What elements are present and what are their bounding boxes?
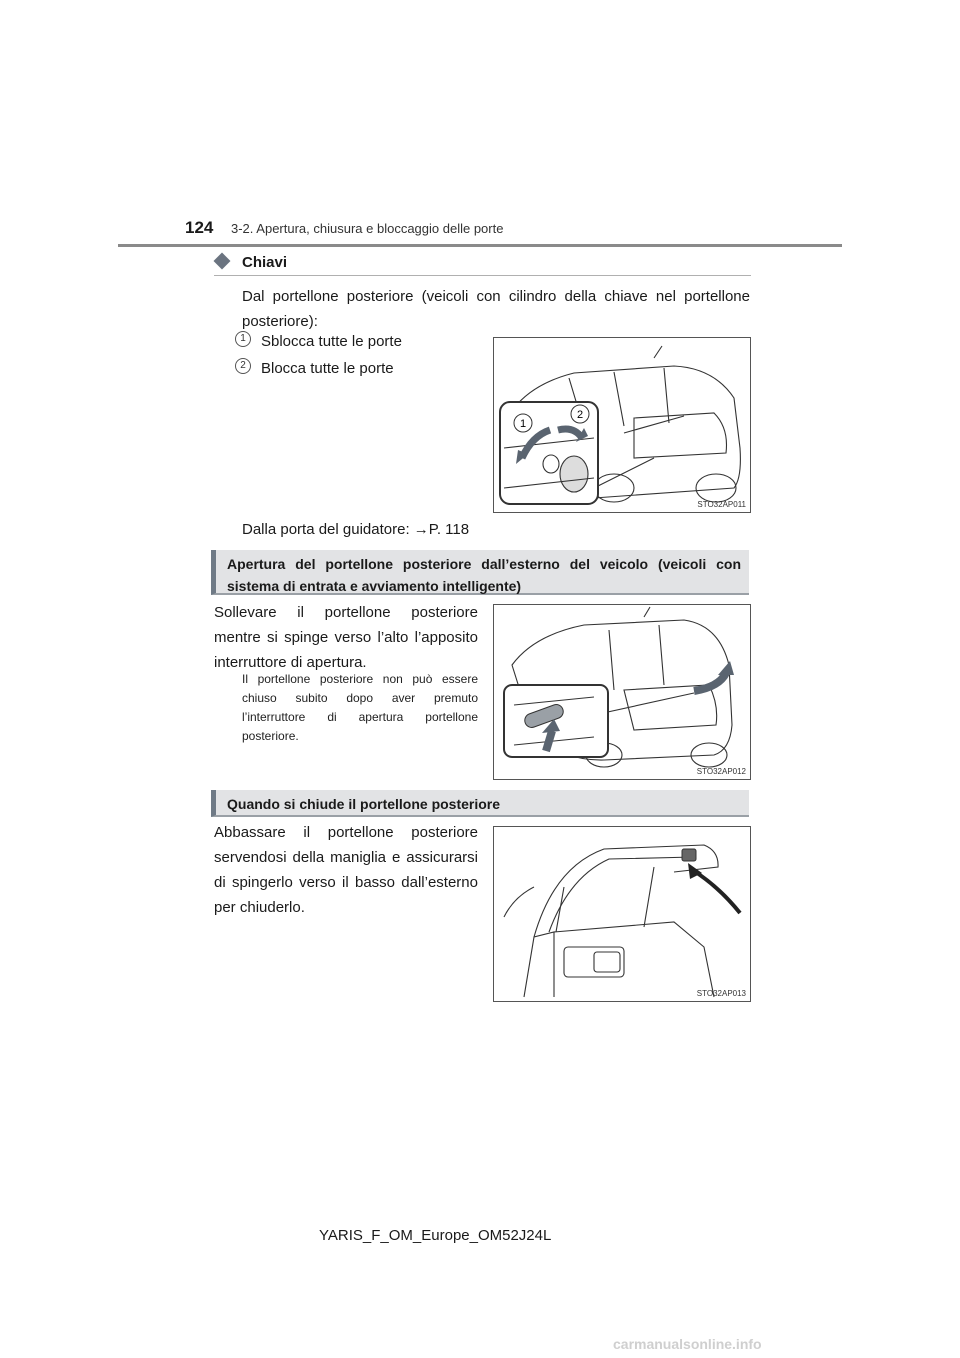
step-number-1: 1: [235, 331, 251, 347]
site-watermark: carmanualsonline.info: [613, 1336, 762, 1352]
document-id: YARIS_F_OM_Europe_OM52J24L: [319, 1227, 552, 1244]
closing-section-header: Quando si chiude il portellone posteriore: [211, 790, 749, 817]
figure-code-1: STO32AP011: [697, 500, 746, 509]
keys-heading: Chiavi: [242, 254, 288, 271]
chapter-title: 3-2. Apertura, chiusura e bloccaggio delle porte: [231, 221, 504, 236]
opening-instruction: Sollevare il portellone posteriore mentre si spinge verso l’alto l’apposito interruttore di apertura.: [214, 604, 478, 671]
step-text-lock: Blocca tutte le porte: [261, 360, 394, 377]
figure-label-2: 2: [576, 409, 584, 421]
figure-code-3: STO32AP013: [696, 989, 746, 998]
page-number: 124: [185, 218, 214, 237]
opening-note: Il portellone posteriore non può essere chiuso subito dopo aver premuto l’interruttore di apertura portellone posteriore.: [242, 672, 478, 743]
keys-intro: Dal portellone posteriore (veicoli con cilindro della chiave nel portellone posteriore):: [242, 288, 750, 330]
header-divider: [118, 244, 842, 247]
driver-door-reference: Dalla porta del guidatore: →P. 118: [242, 521, 470, 538]
tailgate-switch-illustration: [494, 605, 750, 779]
closing-instruction: Abbassare il portellone posteriore servendosi della maniglia e assicurarsi di spingerlo verso il basso dall’esterno per chiuderlo.: [214, 824, 478, 916]
figure-close-tailgate: [493, 826, 751, 1002]
car-rear-key-illustration: [494, 338, 750, 512]
figure-key-cylinder: [493, 337, 751, 513]
diamond-bullet-icon: [214, 253, 231, 270]
figure-label-1: 1: [519, 418, 527, 430]
open-tailgate-illustration: [494, 827, 750, 1001]
step-text-unlock: Sblocca tutte le porte: [261, 333, 402, 350]
figure-code-2: STO32AP012: [696, 767, 746, 776]
keys-heading-rule: [214, 275, 751, 276]
step-number-2: 2: [235, 358, 251, 374]
opening-section-header: Apertura del portellone posteriore dall’esterno del veicolo (veicoli con sistema di entrata e avviamento intelligente): [211, 550, 749, 595]
figure-tailgate-switch: [493, 604, 751, 780]
